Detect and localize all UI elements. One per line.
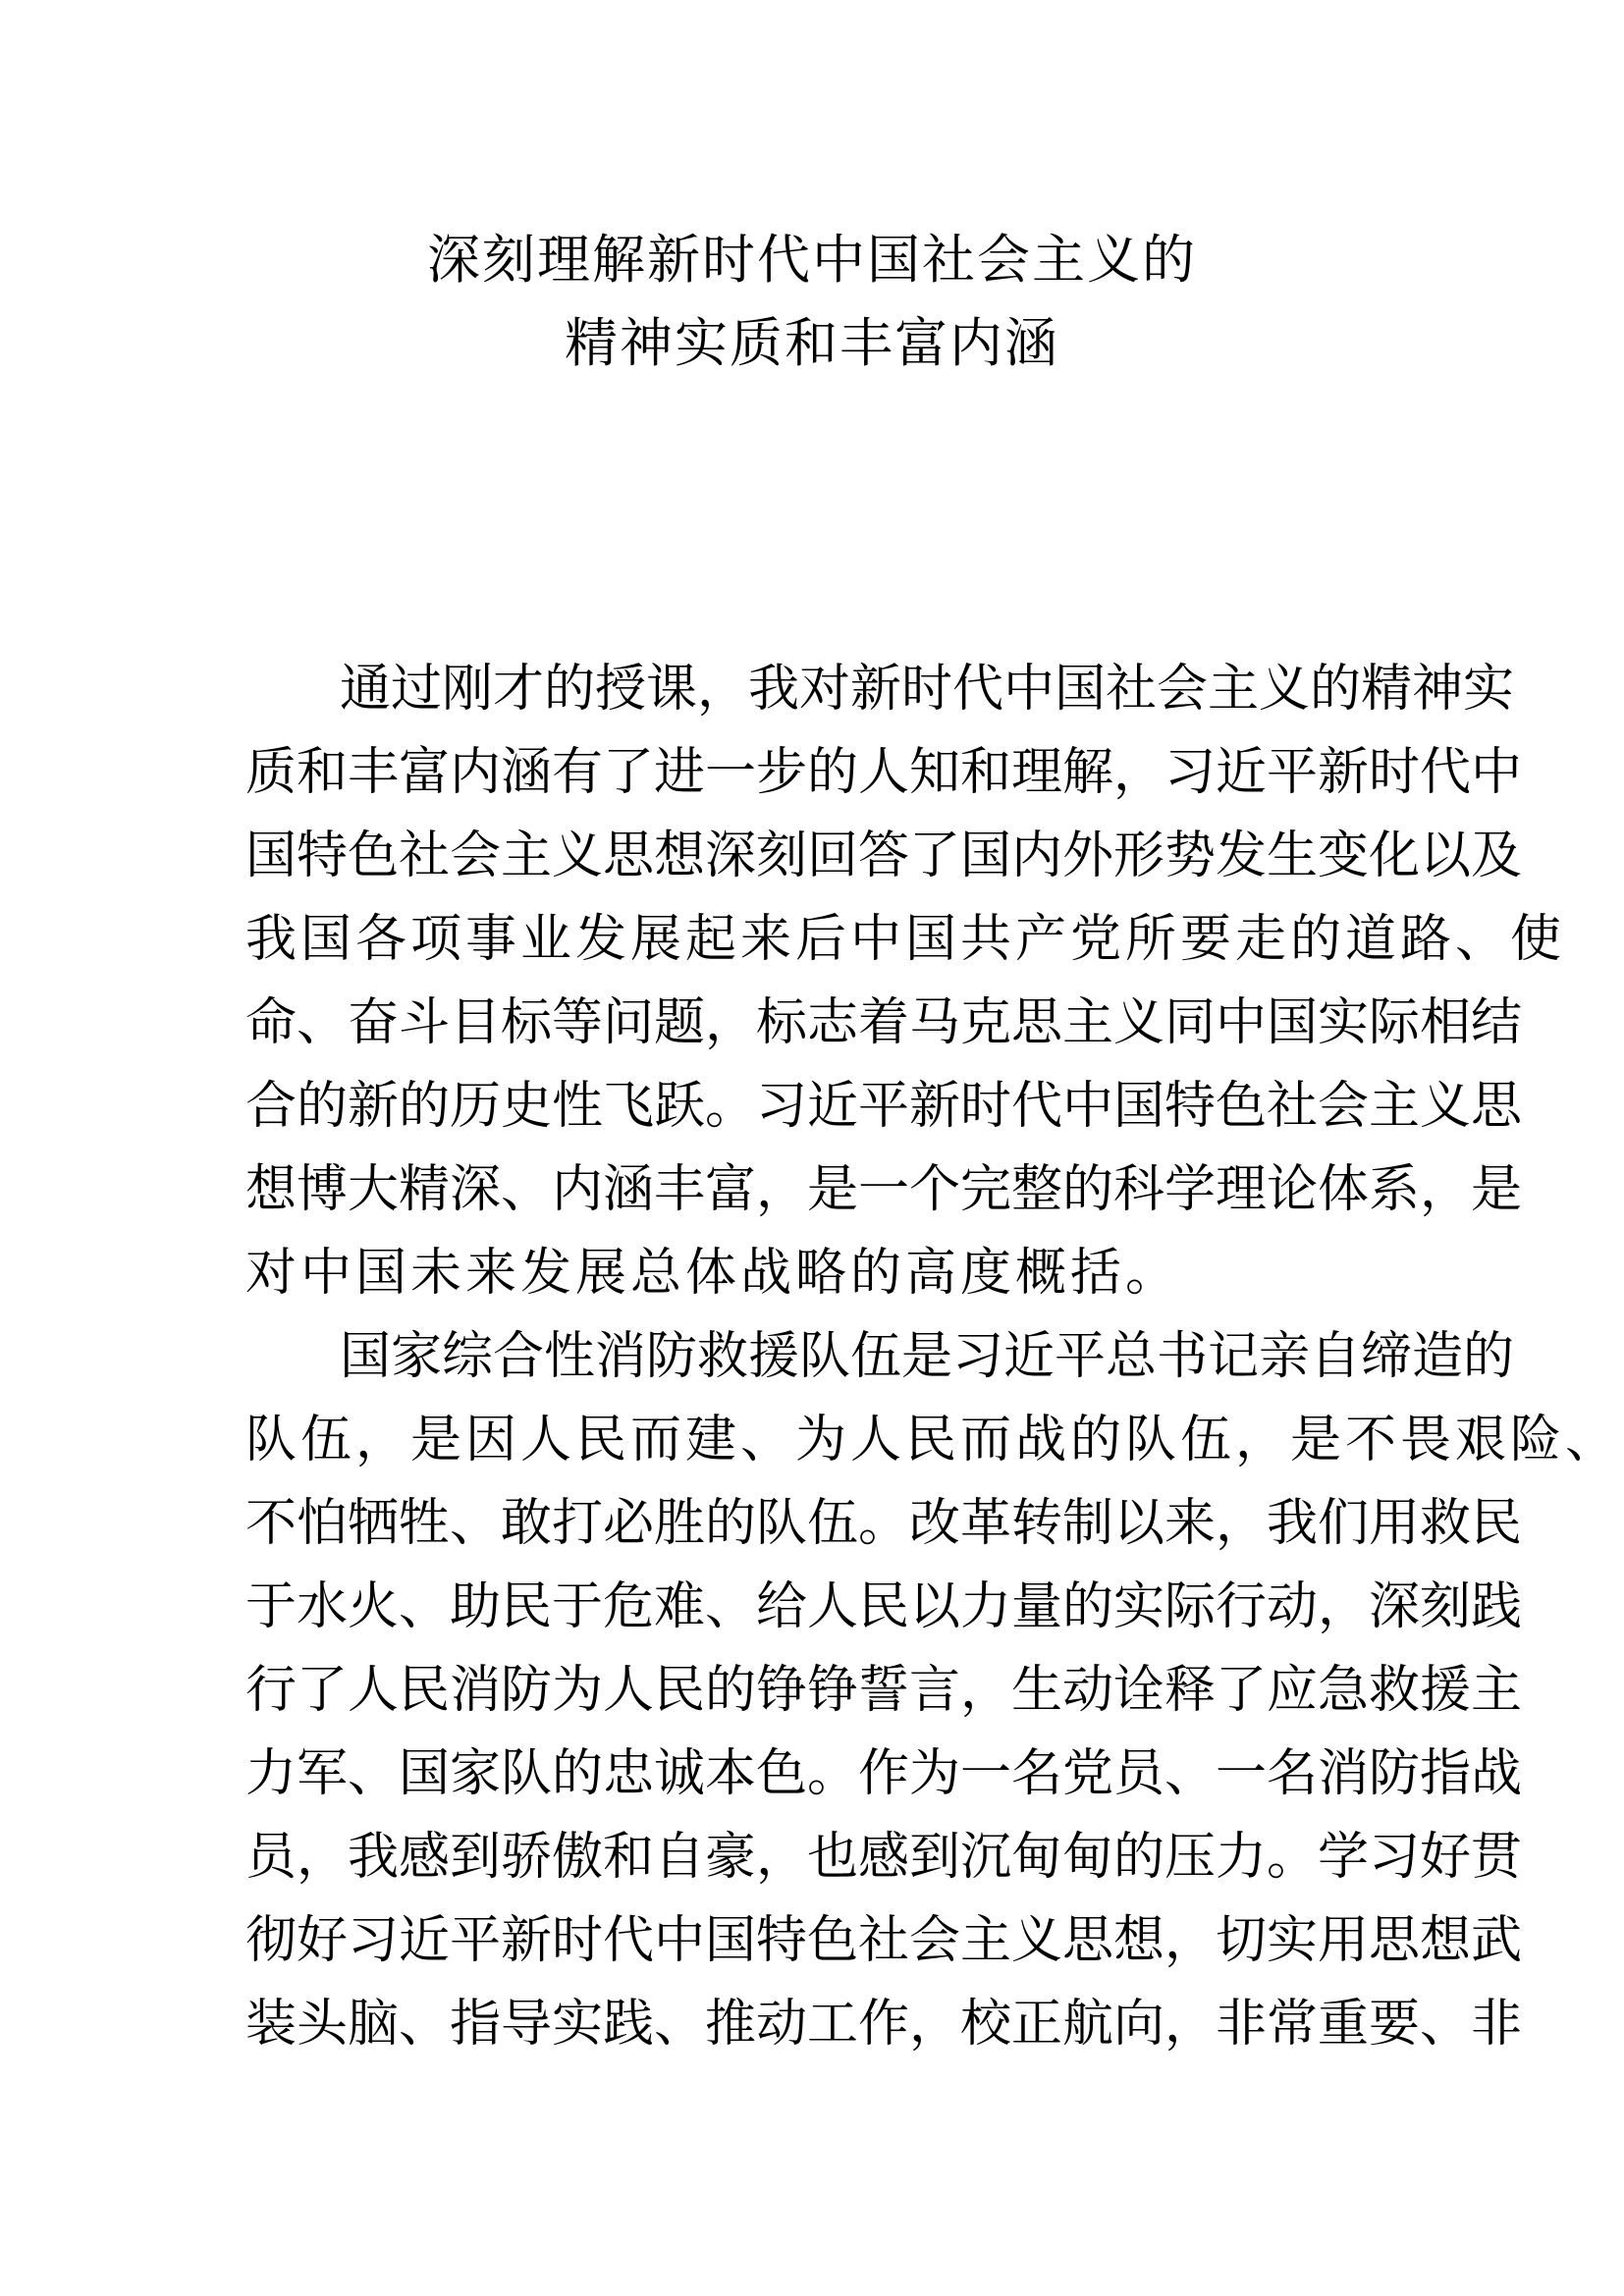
document-title-line-2: 精神实质和丰富内涵 bbox=[565, 312, 1059, 374]
document-title-line-1: 深刻理解新时代中国社会主义的 bbox=[427, 229, 1197, 291]
paragraph-line: 对中国未来发展总体战略的高度概括。 bbox=[245, 1244, 1181, 1303]
paragraph-1 bbox=[245, 648, 1566, 1315]
paragraph-line: 行了人民消防为人民的铮铮誓言，生动诠释了应急救援主 bbox=[245, 1661, 1523, 1720]
paragraph-line: 力军、国家队的忠诚本色。作为一名党员、一名消防指战 bbox=[245, 1744, 1523, 1803]
document-body bbox=[245, 648, 1621, 2066]
paragraph-line: 国家综合性消防救援队伍是习近平总书记亲自缔造的 bbox=[340, 1327, 1515, 1386]
paragraph-line: 质和丰富内涵有了进一步的人知和理解，习近平新时代中 bbox=[245, 743, 1523, 802]
paragraph-line: 命、奋斗目标等问题，标志着马克思主义同中国实际相结 bbox=[245, 993, 1523, 1052]
paragraph-line: 员，我感到骄傲和自豪，也感到沉甸甸的压力。学习好贯 bbox=[245, 1828, 1523, 1887]
paragraph-line: 通过刚才的授课，我对新时代中国社会主义的精神实 bbox=[340, 660, 1515, 719]
paragraph-line: 于水火、助民于危难、给人民以力量的实际行动，深刻践 bbox=[245, 1577, 1523, 1636]
paragraph-line: 不怕牺牲、敢打必胜的队伍。改革转制以来，我们用救民 bbox=[245, 1494, 1523, 1553]
paragraph-line: 装头脑、指导实践、推动工作，校正航向，非常重要、非 bbox=[245, 1995, 1523, 2054]
paragraph-2 bbox=[245, 1315, 1621, 2066]
paragraph-line: 彻好习近平新时代中国特色社会主义思想，切实用思想武 bbox=[245, 1911, 1523, 1970]
paragraph-line: 想博大精深、内涵丰富，是一个完整的科学理论体系，是 bbox=[245, 1160, 1523, 1219]
paragraph-line: 合的新的历史性飞跃。习近平新时代中国特色社会主义思 bbox=[245, 1077, 1523, 1136]
paragraph-line: 国特色社会主义思想深刻回答了国内外形势发生变化以及 bbox=[245, 827, 1523, 885]
paragraph-line: 我国各项事业发展起来后中国共产党所要走的道路、使 bbox=[245, 910, 1566, 969]
paragraph-line: 队伍，是因人民而建、为人民而战的队伍，是不畏艰险、 bbox=[245, 1411, 1621, 1469]
